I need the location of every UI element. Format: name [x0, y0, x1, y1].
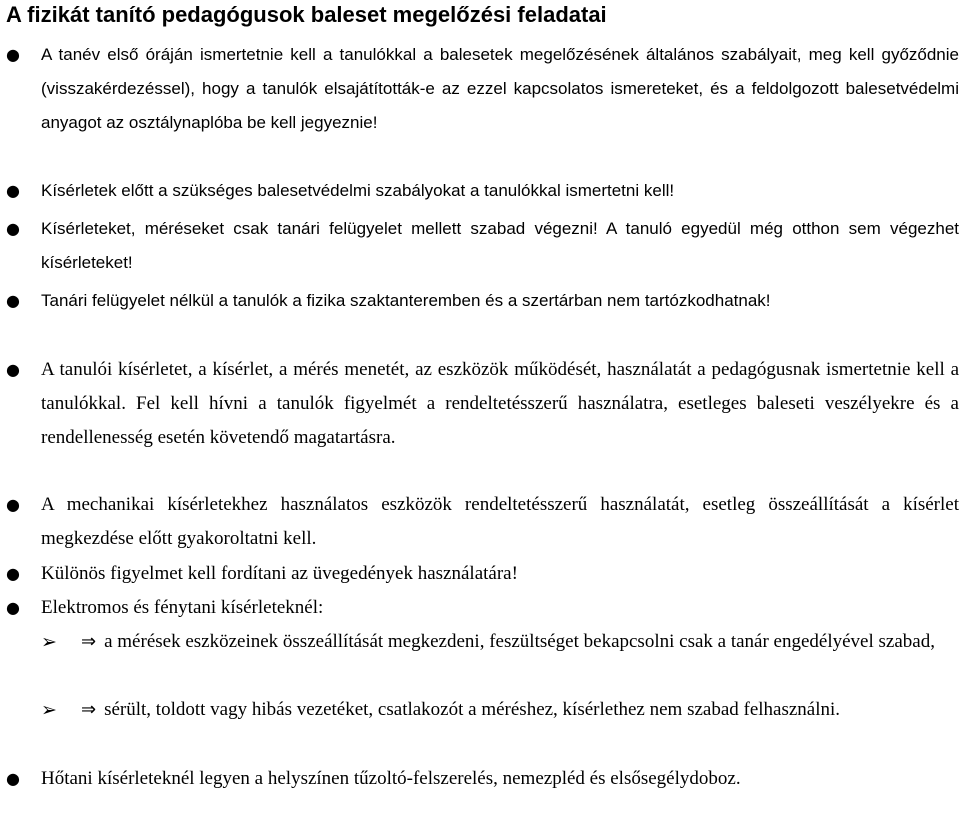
bullet-icon: ●: [6, 45, 20, 64]
arrow-bullet-icon: ➢: [41, 699, 57, 721]
bullet-icon: ●: [6, 291, 20, 310]
list-item-text: A mechanikai kísérletekhez használatos eszközök rendeltetésszerű használatát, esetleg összeállítását a kísérlet megkezdése előtt gyakoroltatni kell.: [41, 494, 959, 549]
bullet-icon: ●: [6, 360, 20, 379]
bullet-icon: ●: [6, 219, 20, 238]
bullet-icon: ●: [6, 564, 20, 583]
bullet-icon: ●: [6, 181, 20, 200]
list-item-text: Kísérleteket, méréseket csak tanári felügyelet mellett szabad végezni! A tanuló egyedül még otthon sem végezhet kísérleteket!: [41, 219, 959, 272]
arrow-bullet-icon: ➢: [41, 631, 57, 653]
list-item-text: Hőtani kísérleteknél legyen a helyszínen tűzoltó-felszerelés, nemezpléd és elsősegélydoboz.: [41, 768, 741, 789]
bullet-icon: ●: [6, 495, 20, 514]
list-item-text: Elektromos és fénytani kísérleteknél:: [41, 597, 324, 618]
bullet-icon: ●: [6, 598, 20, 617]
page-title: A fizikát tanító pedagógusok baleset megelőzési feladatai: [6, 2, 607, 27]
sub-list-item-body: sérült, toldott vagy hibás vezetéket, csatlakozót a méréshez, kísérlethez nem szabad felhasználni.: [104, 699, 841, 720]
sub-list-item-body: a mérések eszközeinek összeállítását megkezdeni, feszültséget bekapcsolni csak a tanár engedélyével szabad,: [104, 631, 935, 652]
list-item-text: A tanév első óráján ismertetnie kell a tanulókkal a balesetek megelőzésének általános szabályait, meg kell győződnie (visszakérdezéssel), hogy a tanulók elsajátították-e az ezzel kapcsolatos ismereteket, és a feldolgozott balesetvédelmi anyagot az osztálynaplóba be kell jegyeznie!: [41, 45, 959, 132]
list-item-text: Tanári felügyelet nélkül a tanulók a fizika szaktanteremben és a szertárban nem tartózkodhatnak!: [41, 291, 771, 310]
implies-arrow-icon: ⇒: [81, 631, 97, 652]
list-item-text: Kísérletek előtt a szükséges balesetvédelmi szabályokat a tanulókkal ismertetni kell!: [41, 181, 675, 200]
list-item-text: A tanulói kísérletet, a kísérlet, a mérés menetét, az eszközök működését, használatát a pedagógusnak ismertetnie kell a tanulókkal. Fel kell hívni a tanulók figyelmét a rendeltetésszerű használatra, esetleges baleseti veszélyekre és a rendellenesség esetén követendő magatartásra.: [41, 359, 959, 448]
implies-arrow-icon: ⇒: [81, 699, 97, 720]
sub-list-item-text: [81, 625, 959, 659]
list-item-text: Különös figyelmet kell fordítani az üvegedények használatára!: [41, 563, 518, 584]
bullet-icon: ●: [6, 769, 20, 788]
sub-list-item-text: [81, 693, 959, 727]
